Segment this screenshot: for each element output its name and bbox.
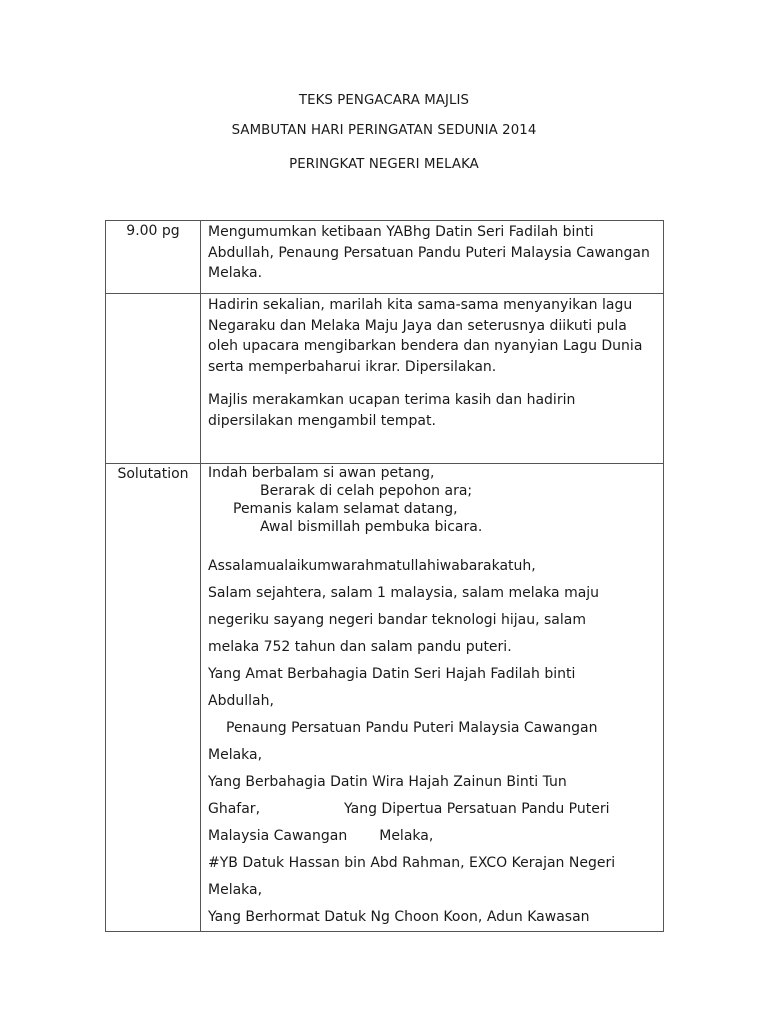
speech-line: Yang Berhormat Datuk Ng Choon Koon, Adun Kawasan: [208, 909, 590, 925]
speech-line: Melaka,: [208, 882, 263, 898]
speech-line: Melaka,: [208, 747, 263, 763]
speech-line: Yang Berbahagia Datin Wira Hajah Zainun Binti Tun: [208, 774, 567, 790]
table-row: [106, 464, 664, 932]
speech-line: Abdullah,: [208, 693, 274, 709]
content-cell: [201, 294, 664, 464]
poem-line: Pemanis kalam selamat datang,: [233, 501, 458, 517]
salutation-speech: [208, 553, 659, 931]
table-row: [106, 221, 664, 294]
table-row: [106, 294, 664, 464]
poem-line: Indah berbalam si awan petang,: [208, 465, 435, 481]
seating-paragraph: Majlis merakamkan ucapan terima kasih dan hadirin dipersilakan mengambil tempat.: [208, 392, 576, 429]
event-title: SAMBUTAN HARI PERINGATAN SEDUNIA 2014: [231, 123, 537, 138]
speech-line: melaka 752 tahun dan salam pandu puteri.: [208, 639, 512, 655]
pantun-verse: [208, 464, 659, 536]
program-table: [105, 220, 664, 932]
time-cell: [106, 294, 201, 464]
content-cell: [201, 464, 664, 932]
speech-line: [208, 823, 659, 850]
event-level: PERINGKAT NEGERI MELAKA: [289, 157, 479, 172]
time-cell: [106, 221, 201, 294]
speech-line: [208, 796, 659, 823]
speech-fragment: Yang Dipertua Persatuan Pandu Puteri: [344, 801, 610, 817]
poem-line: Berarak di celah pepohon ara;: [260, 483, 473, 499]
announcement-text: Mengumumkan ketibaan YABhg Datin Seri Fadilah binti Abdullah, Penaung Persatuan Pandu Puteri Malaysia Cawangan Melaka.: [208, 224, 650, 281]
speech-line: Salam sejahtera, salam 1 malaysia, salam melaka maju: [208, 585, 600, 601]
speech-line: Penaung Persatuan Pandu Puteri Malaysia Cawangan: [226, 720, 598, 736]
poem-line: Awal bismillah pembuka bicara.: [260, 519, 483, 535]
speech-line: #YB Datuk Hassan bin Abd Rahman, EXCO Kerajan Negeri: [208, 855, 616, 871]
speech-line: negeriku sayang negeri bandar teknologi hijau, salam: [208, 612, 586, 628]
speech-line: Assalamualaikumwarahmatullahiwabarakatuh,: [208, 558, 536, 574]
anthem-paragraph: Hadirin sekalian, marilah kita sama-sama menyanyikan lagu Negaraku dan Melaka Maju Jaya dan seterusnya diikuti pula oleh upacara mengibarkan bendera dan nyanyian Lagu Dunia serta memperbaharui ikrar. Dipersilakan.: [208, 297, 643, 375]
time-cell: [106, 464, 201, 932]
document-title: TEKS PENGACARA MAJLIS: [298, 93, 470, 108]
time-label: 9.00 pg: [126, 223, 180, 239]
time-label: Solutation: [117, 466, 189, 482]
content-cell: [201, 221, 664, 294]
speech-fragment: Malaysia Cawangan: [208, 828, 348, 844]
speech-line: Yang Amat Berbahagia Datin Seri Hajah Fadilah binti: [208, 666, 576, 682]
speech-fragment: Ghafar,: [208, 801, 261, 817]
speech-fragment: Melaka,: [379, 828, 434, 844]
time-label: [106, 294, 200, 296]
